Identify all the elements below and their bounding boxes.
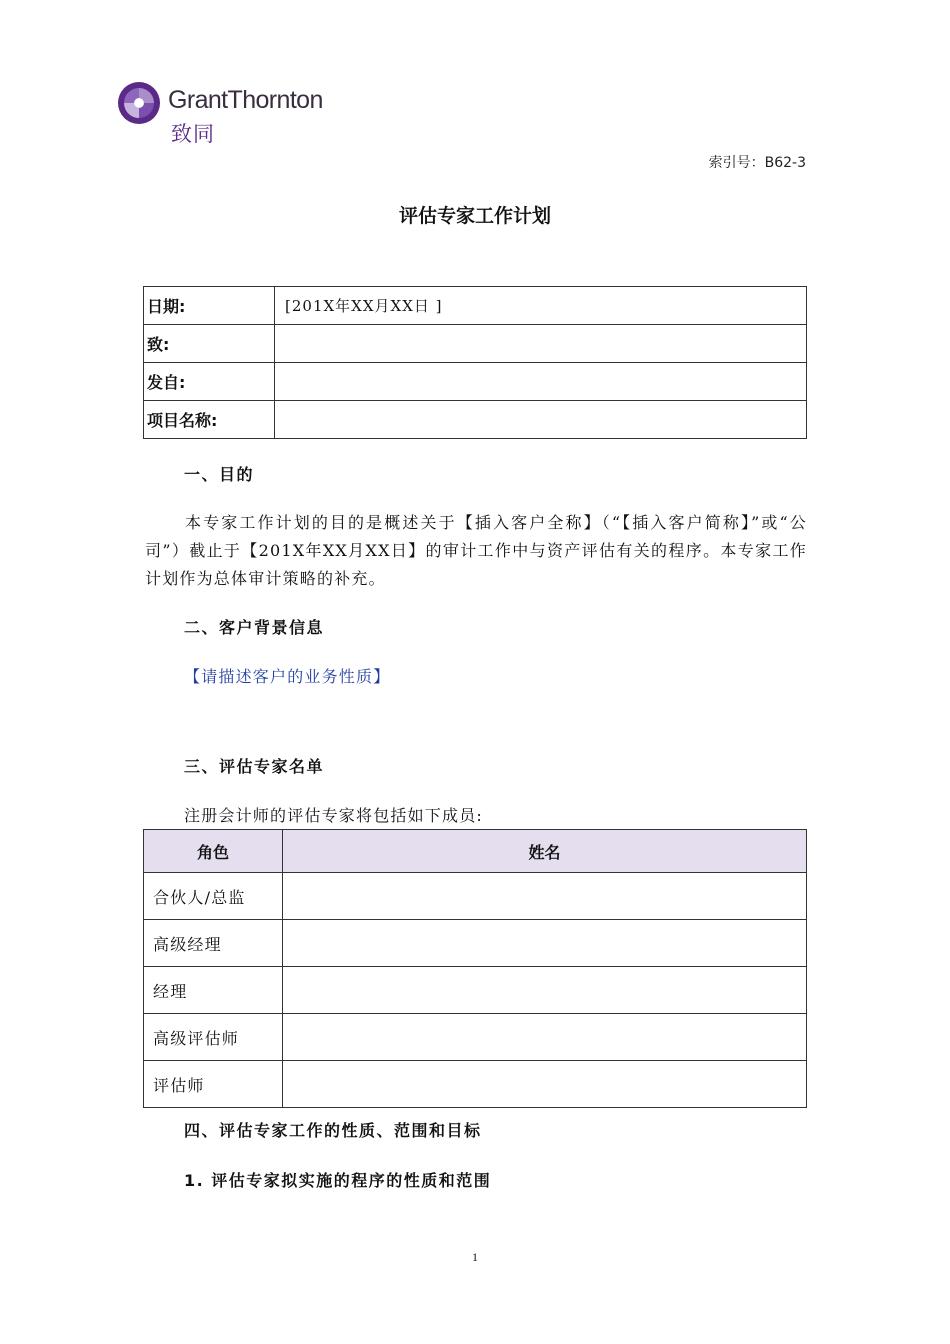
table-row bbox=[144, 920, 807, 967]
section-heading-background: 二、客户背景信息 bbox=[184, 618, 325, 637]
swirl-logo-icon bbox=[116, 80, 162, 126]
column-header-name: 姓名 bbox=[283, 830, 807, 873]
name-cell bbox=[283, 873, 807, 920]
table-row bbox=[144, 873, 807, 920]
expert-roles-table bbox=[143, 829, 807, 1108]
role-cell: 高级评估师 bbox=[144, 1014, 283, 1061]
info-row-to bbox=[144, 325, 807, 363]
role-cell: 经理 bbox=[144, 967, 283, 1014]
section-heading-expert-list: 三、评估专家名单 bbox=[184, 757, 325, 776]
index-number: 索引号：B62-3 bbox=[708, 155, 806, 171]
table-header-row bbox=[144, 830, 807, 873]
expert-list-intro: 注册会计师的评估专家将包括如下成员: bbox=[184, 806, 483, 825]
purpose-paragraph: 本专家工作计划的目的是概述关于【插入客户全称】（“【插入客户简称】”或“公司”）截止于【201X年XX月XX日】的审计工作中与资产评估有关的程序。本专家工作计划作为总体审计策略的补充。 bbox=[145, 513, 807, 588]
role-cell: 合伙人/总监 bbox=[144, 873, 283, 920]
document-title: 评估专家工作计划 bbox=[398, 205, 551, 227]
info-value: [201X年XX月XX日 ] bbox=[275, 287, 807, 325]
table-row bbox=[144, 967, 807, 1014]
role-cell: 评估师 bbox=[144, 1061, 283, 1108]
info-table bbox=[143, 286, 807, 439]
table-row bbox=[144, 1061, 807, 1108]
info-label: 日期: bbox=[144, 287, 275, 325]
name-cell bbox=[283, 1014, 807, 1061]
role-cell: 高级经理 bbox=[144, 920, 283, 967]
info-label: 项目名称: bbox=[144, 401, 275, 439]
name-cell bbox=[283, 967, 807, 1014]
info-row-date bbox=[144, 287, 807, 325]
brand-name: GrantThornton bbox=[168, 86, 323, 114]
page-number: 1 bbox=[472, 1250, 478, 1264]
info-label: 致: bbox=[144, 325, 275, 363]
info-row-from bbox=[144, 363, 807, 401]
info-label: 发自: bbox=[144, 363, 275, 401]
name-cell bbox=[283, 920, 807, 967]
info-row-project bbox=[144, 401, 807, 439]
section-heading-nature-scope: 四、评估专家工作的性质、范围和目标 bbox=[184, 1121, 482, 1140]
background-hint: 【请描述客户的业务性质】 bbox=[184, 667, 391, 686]
info-value bbox=[275, 325, 807, 363]
info-value bbox=[275, 401, 807, 439]
subsection-heading-procedures: 1. 评估专家拟实施的程序的性质和范围 bbox=[184, 1171, 492, 1190]
info-value bbox=[275, 363, 807, 401]
section-heading-purpose: 一、目的 bbox=[184, 465, 255, 484]
grant-thornton-logo bbox=[116, 80, 356, 150]
brand-chinese-name: 致同 bbox=[171, 122, 215, 146]
name-cell bbox=[283, 1061, 807, 1108]
table-row bbox=[144, 1014, 807, 1061]
column-header-role: 角色 bbox=[144, 830, 283, 873]
